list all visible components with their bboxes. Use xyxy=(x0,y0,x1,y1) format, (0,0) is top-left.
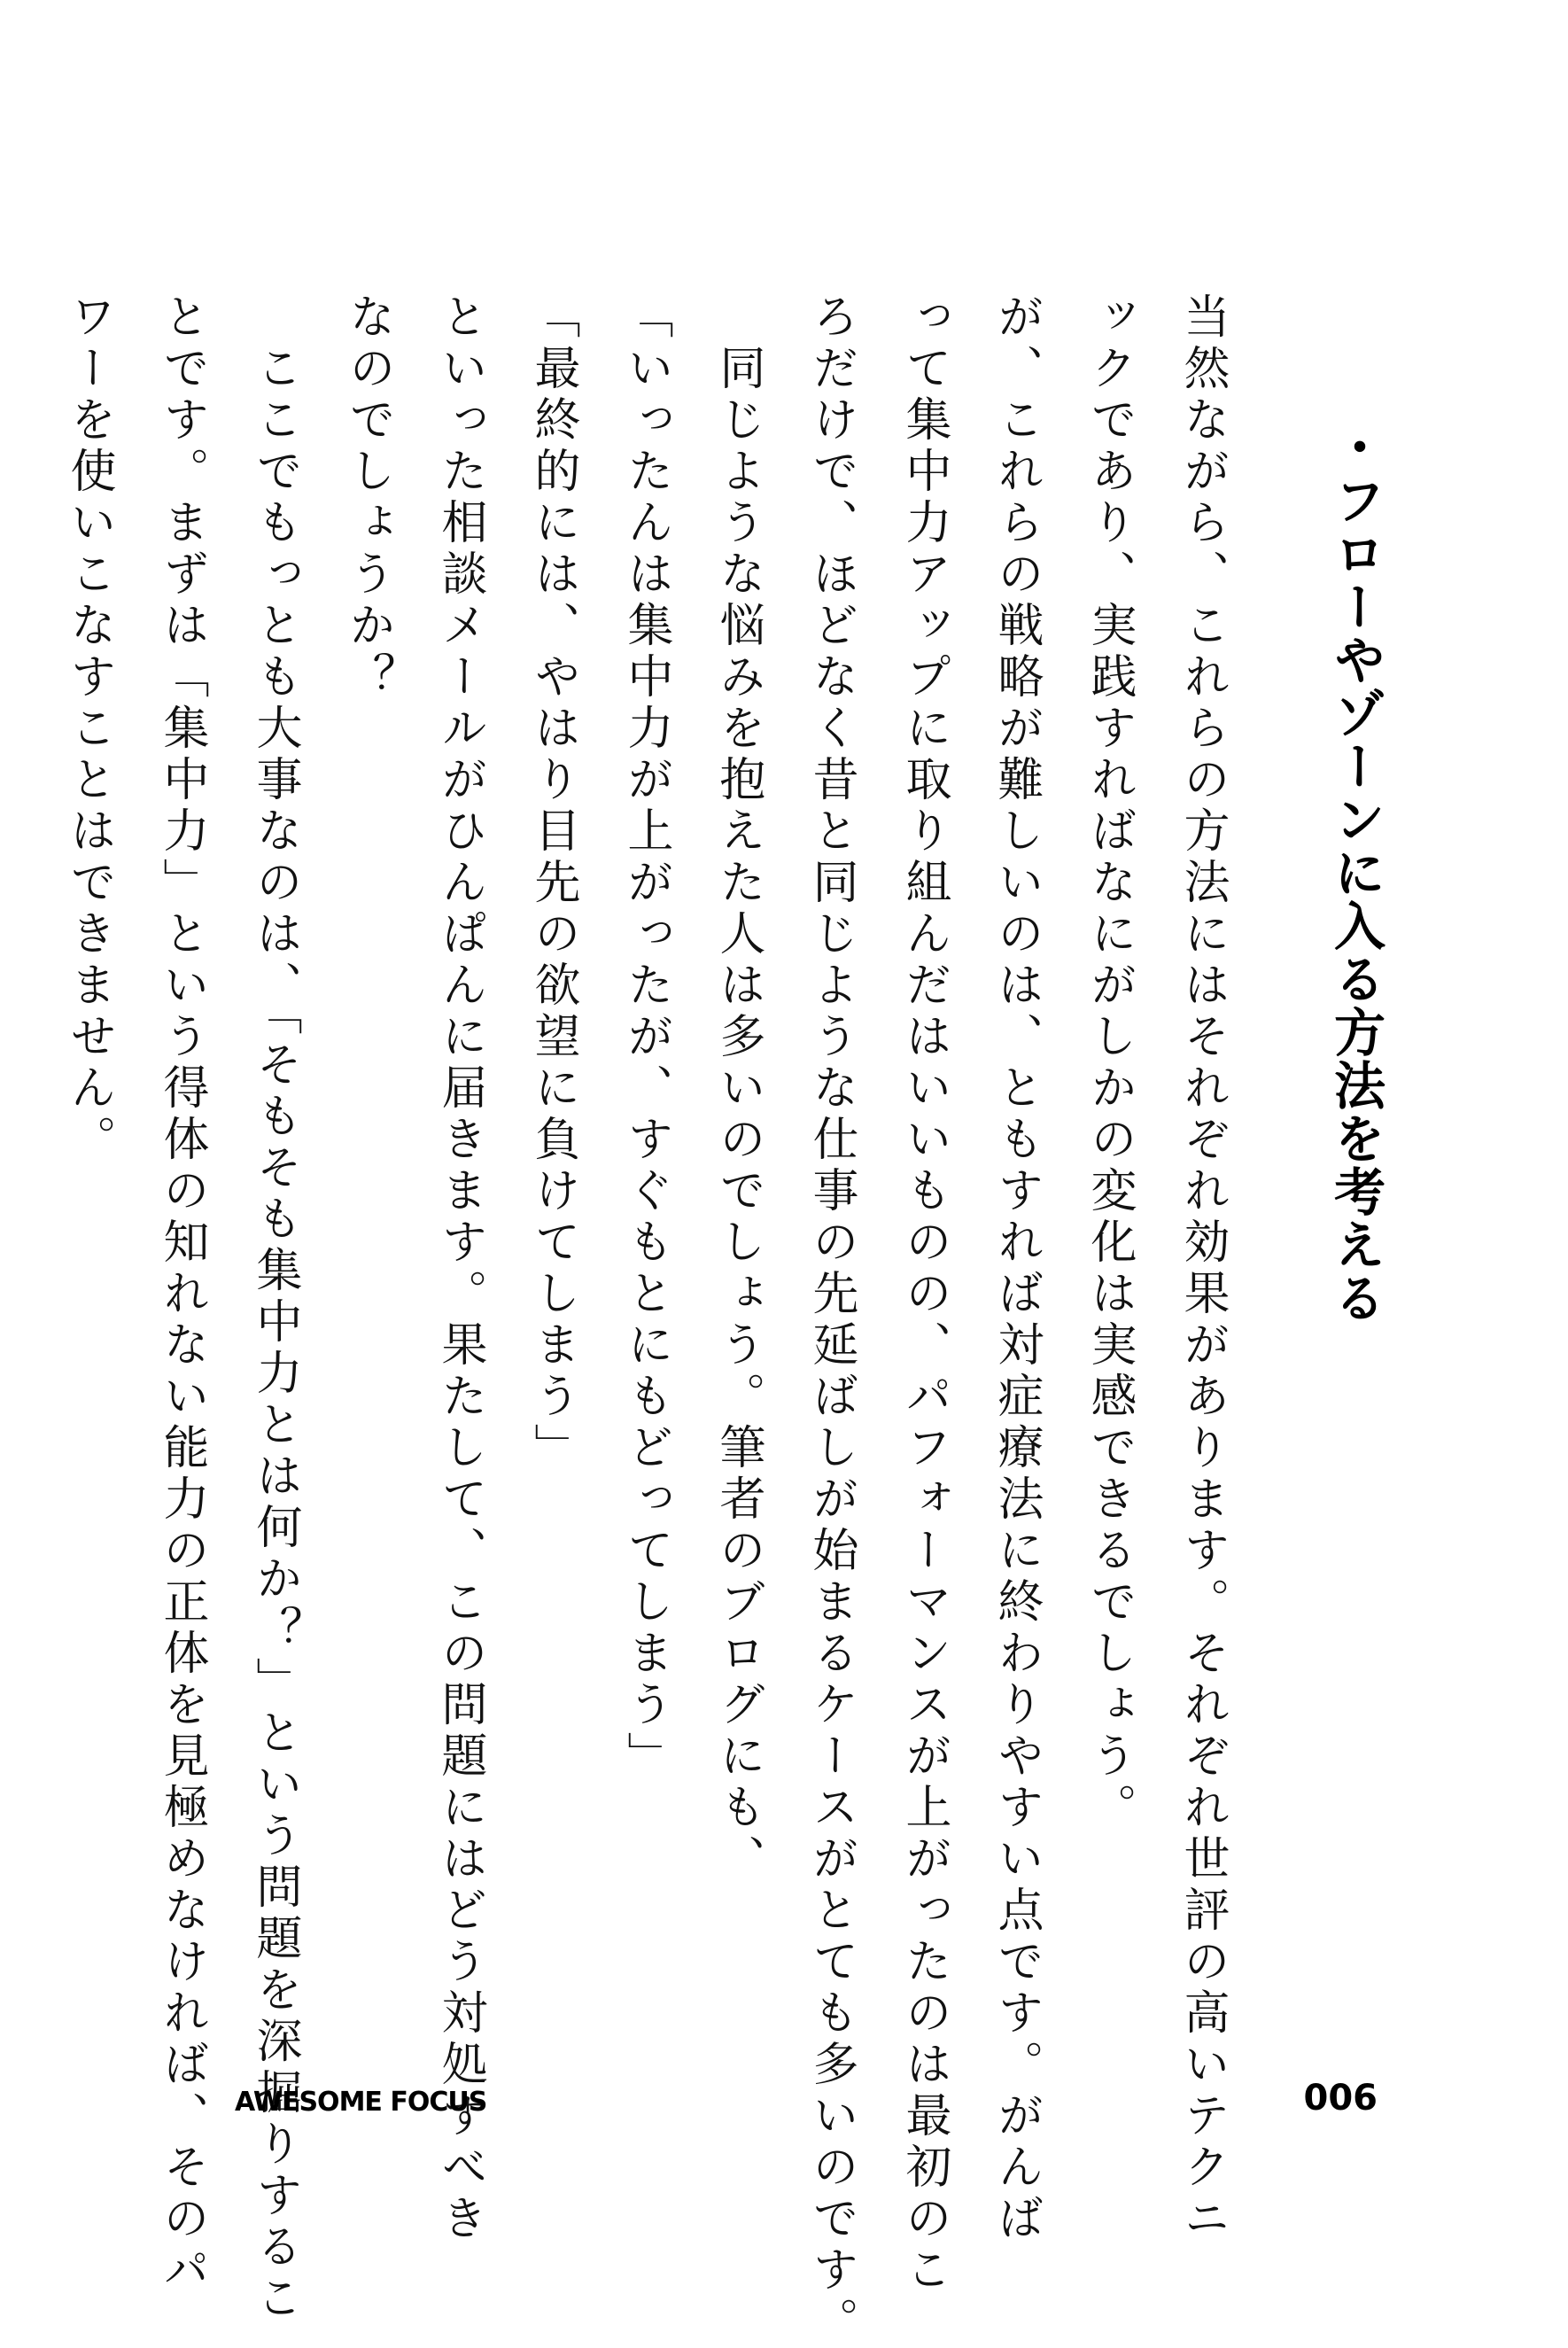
footer-page-number: 006 xyxy=(1303,2078,1378,2119)
text-column-11: ここでもっとも大事なのは、「そもそも集中力とは何か？」という問題を深掘りするこ xyxy=(248,292,301,2325)
text-column-9: といった相談メールがひんぱんに届きます。果たして、この問題にはどう対処すべき xyxy=(433,292,486,2245)
section-heading: ・フローやゾーンに入る方法を考える xyxy=(1325,421,1386,1325)
text-column-12: とです。まずは「集中力」という得体の知れない能力の正体を見極めなければ、そのパ xyxy=(155,292,208,2297)
text-column-7: 「いったんは集中力が上がったが、すぐもとにもどってしまう」 xyxy=(619,292,672,1783)
footer-book-title: AWESOME FOCUS xyxy=(235,2087,487,2118)
text-column-4: って集中力アップに取り組んだはいいものの、パフォーマンスが上がったのは最初のこ xyxy=(897,292,951,2297)
text-column-6: 同じような悩みを抱えた人は多いのでしょう。筆者のブログにも、 xyxy=(711,292,765,1885)
text-column-5: ろだけで、ほどなく昔と同じような仕事の先延ばしが始まるケースがとても多いのです。 xyxy=(804,292,858,2348)
text-column-10: なのでしょうか？ xyxy=(341,292,394,704)
text-column-8: 「最終的には、やはり目先の欲望に負けてしまう」 xyxy=(526,292,579,1474)
text-column-1: 当然ながら、これらの方法にはそれぞれ効果があります。それぞれ世評の高いテクニ xyxy=(1176,292,1229,2245)
text-column-13: ワーを使いこなすことはできません。 xyxy=(62,292,115,1166)
text-column-3: が、これらの戦略が難しいのは、ともすれば対症療法に終わりやすい点です。がんば xyxy=(990,292,1043,2245)
text-column-2: ックであり、実践すればなにがしかの変化は実感できるでしょう。 xyxy=(1083,292,1136,1834)
